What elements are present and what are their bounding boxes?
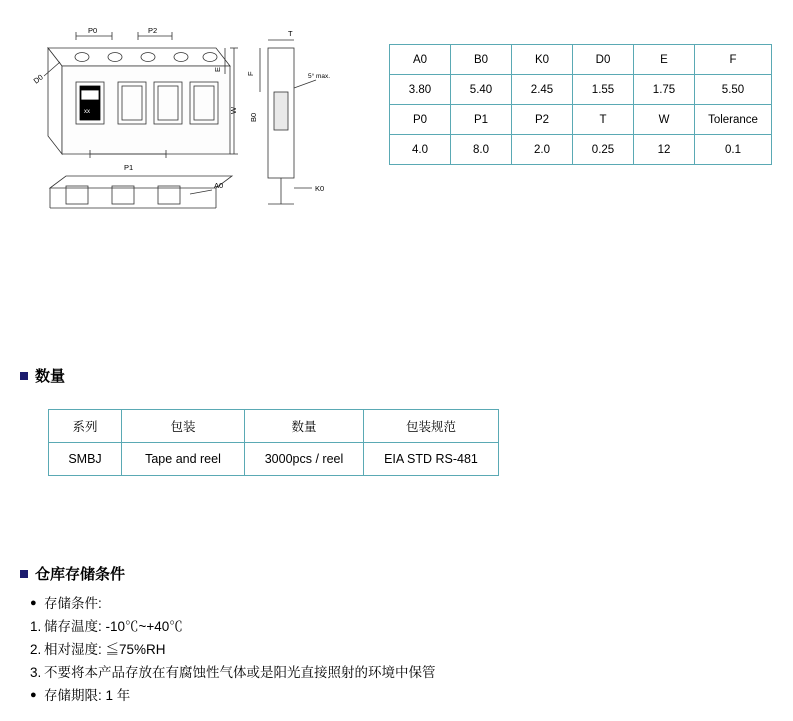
table-row	[49, 410, 499, 443]
square-bullet-icon	[20, 372, 28, 380]
label-p2: P2	[148, 26, 158, 35]
qty-cell-quantity: 3000pcs / reel	[245, 443, 364, 476]
label-b0: B0	[249, 112, 258, 122]
label-e: E	[213, 66, 222, 72]
table-row	[390, 75, 772, 105]
dim-cell: 2.0	[512, 135, 573, 165]
label-t: T	[288, 29, 293, 38]
list-item-number: 2.	[30, 642, 42, 657]
tape-dimension-drawing	[20, 18, 360, 223]
quantity-heading-text: 数量	[35, 368, 66, 385]
list-item-label: 相对湿度: ≦75%RH	[44, 642, 166, 657]
square-bullet-icon	[20, 570, 28, 578]
list-item	[30, 661, 436, 684]
list-item-label: 储存温度: -10℃~+40℃	[44, 619, 183, 634]
dim-cell: 0.1	[695, 135, 772, 165]
table-row	[390, 45, 772, 75]
dim-cell: D0	[573, 45, 634, 75]
tape-dimension-table	[389, 44, 772, 165]
dim-cell: 12	[634, 135, 695, 165]
qty-cell-series: SMBJ	[49, 443, 122, 476]
qty-header-spec: 包装规范	[364, 410, 499, 443]
list-item-number: 3.	[30, 665, 42, 680]
label-w: W	[229, 106, 238, 114]
quantity-table	[48, 409, 499, 476]
dim-cell: 8.0	[451, 135, 512, 165]
label-p0: P0	[88, 26, 98, 35]
label-a0: A0	[214, 181, 224, 190]
qty-header-quantity: 数量	[245, 410, 364, 443]
dim-cell: 5.50	[695, 75, 772, 105]
dim-cell: W	[634, 105, 695, 135]
qty-header-packing: 包装	[122, 410, 245, 443]
list-item-label: 存储条件:	[44, 596, 102, 611]
bullet-dot-icon: ●	[30, 689, 37, 701]
list-item	[30, 638, 436, 661]
dim-cell: 1.55	[573, 75, 634, 105]
dim-cell: 1.75	[634, 75, 695, 105]
quantity-section-heading	[20, 365, 65, 386]
label-k0: K0	[315, 184, 325, 193]
dim-cell: P1	[451, 105, 512, 135]
dim-cell: P2	[512, 105, 573, 135]
dim-cell: 2.45	[512, 75, 573, 105]
dim-cell: Tolerance	[695, 105, 772, 135]
list-item	[30, 592, 436, 615]
label-angle: 5° max.	[308, 73, 331, 80]
storage-heading-text: 仓库存储条件	[35, 566, 126, 583]
label-p1: P1	[124, 163, 134, 172]
dim-cell: T	[573, 105, 634, 135]
dim-cell: F	[695, 45, 772, 75]
dim-cell: E	[634, 45, 695, 75]
list-item	[30, 615, 436, 638]
dim-cell: 4.0	[390, 135, 451, 165]
dim-cell: 5.40	[451, 75, 512, 105]
qty-cell-spec: EIA STD RS-481	[364, 443, 499, 476]
label-chip-mark: xx	[84, 109, 90, 115]
dim-cell: K0	[512, 45, 573, 75]
dim-cell: 3.80	[390, 75, 451, 105]
dim-cell: 0.25	[573, 135, 634, 165]
list-item-number: 1.	[30, 619, 42, 634]
table-row	[390, 105, 772, 135]
table-row	[390, 135, 772, 165]
table-row	[49, 443, 499, 476]
dim-cell: A0	[390, 45, 451, 75]
storage-section-heading	[20, 563, 125, 584]
label-d0: D0	[31, 72, 45, 86]
dim-cell: P0	[390, 105, 451, 135]
bullet-dot-icon: ●	[30, 597, 37, 609]
label-f: F	[246, 71, 255, 76]
qty-header-series: 系列	[49, 410, 122, 443]
qty-cell-packing: Tape and reel	[122, 443, 245, 476]
list-item-label: 存储期限: 1 年	[44, 688, 131, 703]
list-item-label: 不要将本产品存放在有腐蚀性气体或是阳光直接照射的环境中保管	[44, 665, 436, 680]
storage-conditions-list	[30, 592, 436, 707]
dim-cell: B0	[451, 45, 512, 75]
list-item	[30, 684, 436, 707]
